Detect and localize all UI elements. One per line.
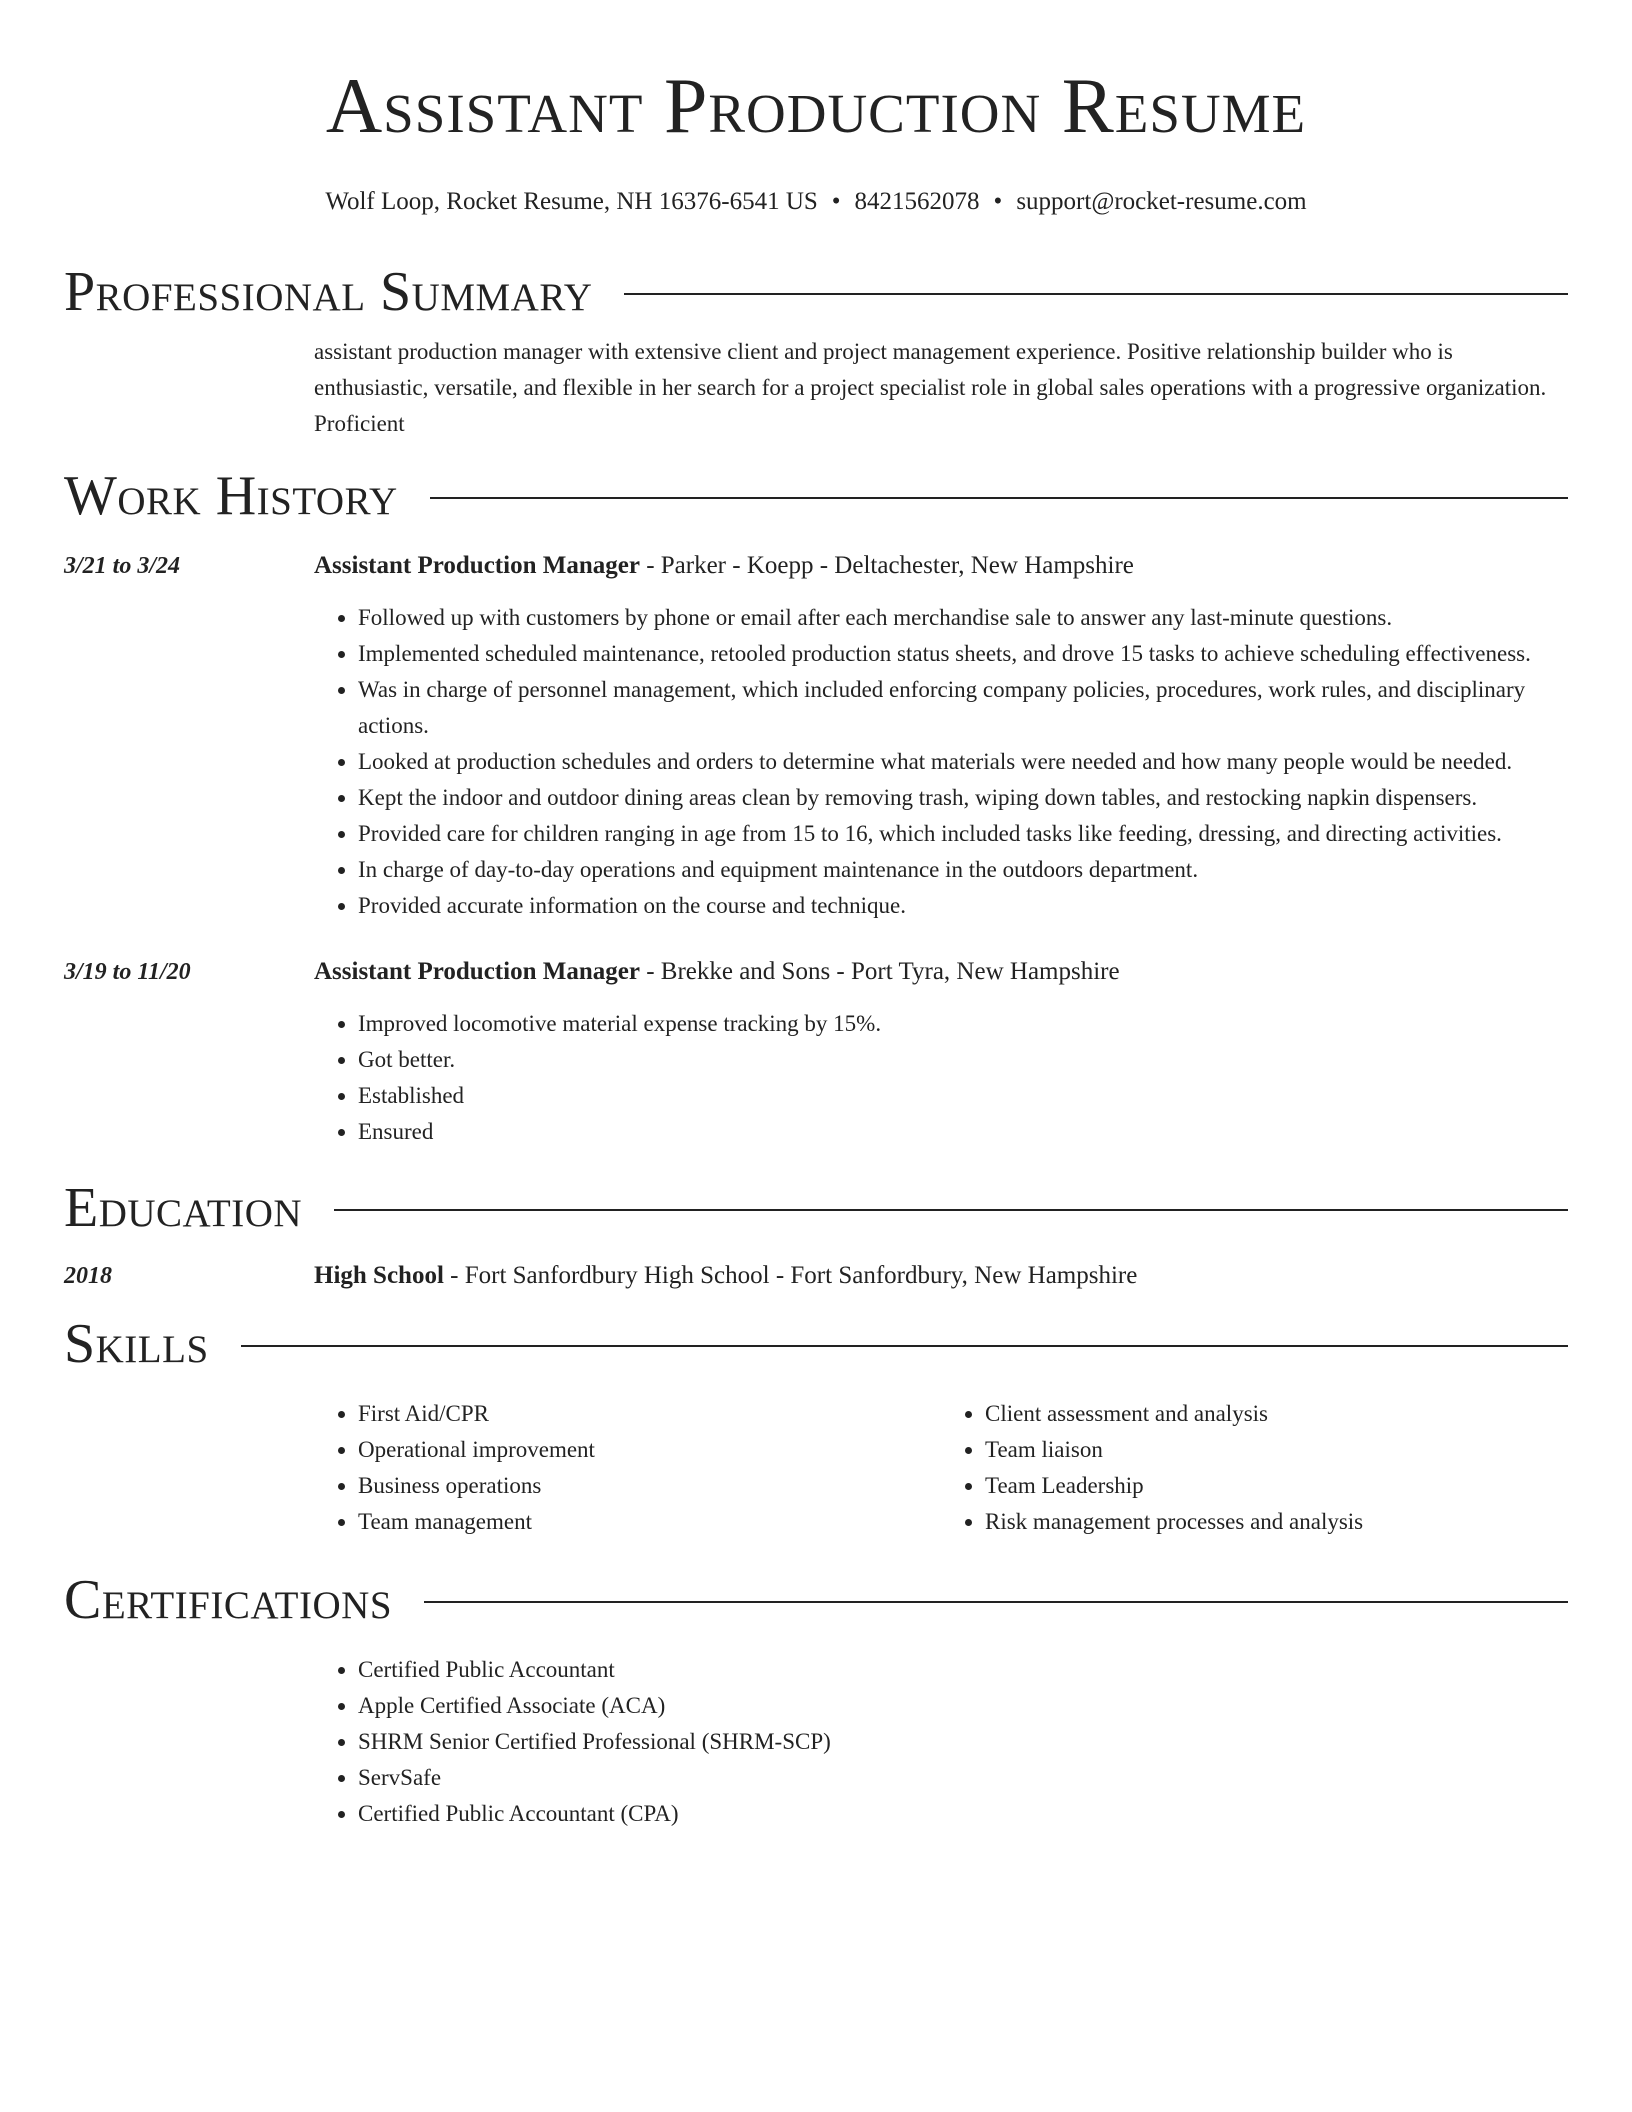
summary-heading: Professional Summary xyxy=(64,261,593,323)
education-line xyxy=(314,1260,1568,1292)
email: support@rocket-resume.com xyxy=(1016,188,1307,215)
list-item: • Certified Public Accountant xyxy=(358,1652,1568,1688)
certifications-items xyxy=(314,1652,1568,1832)
skills-section-header xyxy=(64,1312,1568,1376)
list-item: • Established xyxy=(358,1078,1568,1114)
list-item: • Provided accurate information on the course and technique. xyxy=(358,888,1568,924)
list-item: • ServSafe xyxy=(358,1760,1568,1796)
list-item: • SHRM Senior Certified Professional (SHRM-SCP) xyxy=(358,1724,1568,1760)
skills-heading: Skills xyxy=(64,1313,209,1375)
skills-column-right xyxy=(941,1396,1568,1540)
summary-text: assistant production manager with extensive client and project management experience. Positive relationship builder who is enthusiastic, versatile, and flexible in her search for a project specialist role in global sales operations with a progressive organization. Proficient xyxy=(314,339,1547,436)
address: Wolf Loop, Rocket Resume, NH 16376-6541 US xyxy=(325,188,818,215)
job-employer: - Parker - Koepp - Deltachester, New Hampshire xyxy=(639,552,1134,579)
job-line xyxy=(314,550,1568,582)
certifications-heading: Certifications xyxy=(64,1569,393,1631)
skills-column-left xyxy=(314,1396,941,1540)
certifications-list xyxy=(314,1652,1568,1832)
section-divider xyxy=(424,1601,1568,1603)
education-entry xyxy=(64,1260,1568,1292)
summary-section-header xyxy=(64,260,1568,324)
skills-list xyxy=(314,1396,1568,1540)
job-dates: 3/21 to 3/24 xyxy=(64,553,181,579)
list-item: • Operational improvement xyxy=(358,1432,941,1468)
list-item: • Risk management processes and analysis xyxy=(985,1504,1568,1540)
list-item: • Provided care for children ranging in age from 15 to 16, which included tasks like feeding, dressing, and directing activities. xyxy=(358,816,1568,852)
list-item: • Team Leadership xyxy=(985,1468,1568,1504)
list-item: • First Aid/CPR xyxy=(358,1396,941,1432)
list-item: • Was in charge of personnel management, which included enforcing company policies, procedures, work rules, and disciplinary actions. xyxy=(358,672,1568,744)
job-bullets xyxy=(314,1006,1568,1150)
job-employer: - Brekke and Sons - Port Tyra, New Hampshire xyxy=(639,958,1120,985)
section-divider xyxy=(624,293,1568,295)
separator-dot: • xyxy=(831,188,841,215)
list-item: • Business operations xyxy=(358,1468,941,1504)
job-dates: 3/19 to 11/20 xyxy=(64,959,191,985)
work-heading: Work History xyxy=(64,465,398,527)
work-section-header xyxy=(64,464,1568,528)
education-degree: High School xyxy=(314,1262,444,1289)
list-item: • Client assessment and analysis xyxy=(985,1396,1568,1432)
list-item: • Improved locomotive material expense tracking by 15%. xyxy=(358,1006,1568,1042)
list-item: • Team management xyxy=(358,1504,941,1540)
section-divider xyxy=(430,497,1568,499)
separator-dot: • xyxy=(993,188,1003,215)
list-item: • Implemented scheduled maintenance, retooled production status sheets, and drove 15 tasks to achieve scheduling effectiveness. xyxy=(358,636,1568,672)
job-title: Assistant Production Manager xyxy=(314,552,640,579)
resume-title: Assistant Production Resume xyxy=(325,62,1307,149)
education-school: - Fort Sanfordbury High School - Fort Sanfordbury, New Hampshire xyxy=(443,1262,1138,1289)
list-item: • Looked at production schedules and orders to determine what materials were needed and how many people would be needed. xyxy=(358,744,1568,780)
list-item: • Apple Certified Associate (ACA) xyxy=(358,1688,1568,1724)
job-bullets xyxy=(314,600,1568,924)
list-item: • Got better. xyxy=(358,1042,1568,1078)
job-details xyxy=(314,956,1568,1150)
job-details xyxy=(314,550,1568,924)
list-item: • In charge of day-to-day operations and equipment maintenance in the outdoors department. xyxy=(358,852,1568,888)
job-entry xyxy=(64,956,1568,1150)
list-item: • Ensured xyxy=(358,1114,1568,1150)
list-item: • Kept the indoor and outdoor dining areas clean by removing trash, wiping down tables, and restocking napkin dispensers. xyxy=(358,780,1568,816)
education-details xyxy=(314,1260,1568,1292)
list-item: • Team liaison xyxy=(985,1432,1568,1468)
job-title: Assistant Production Manager xyxy=(314,958,640,985)
certifications-section-header xyxy=(64,1568,1568,1632)
job-entry xyxy=(64,550,1568,924)
phone: 8421562078 xyxy=(854,188,980,215)
list-item: • Followed up with customers by phone or email after each merchandise sale to answer any last-minute questions. xyxy=(358,600,1568,636)
contact-line xyxy=(64,186,1568,218)
job-line xyxy=(314,956,1568,988)
section-divider xyxy=(241,1345,1568,1347)
list-item: • Certified Public Accountant (CPA) xyxy=(358,1796,1568,1832)
education-year: 2018 xyxy=(64,1263,112,1289)
education-section-header xyxy=(64,1176,1568,1240)
section-divider xyxy=(334,1209,1568,1211)
education-heading: Education xyxy=(64,1177,303,1239)
